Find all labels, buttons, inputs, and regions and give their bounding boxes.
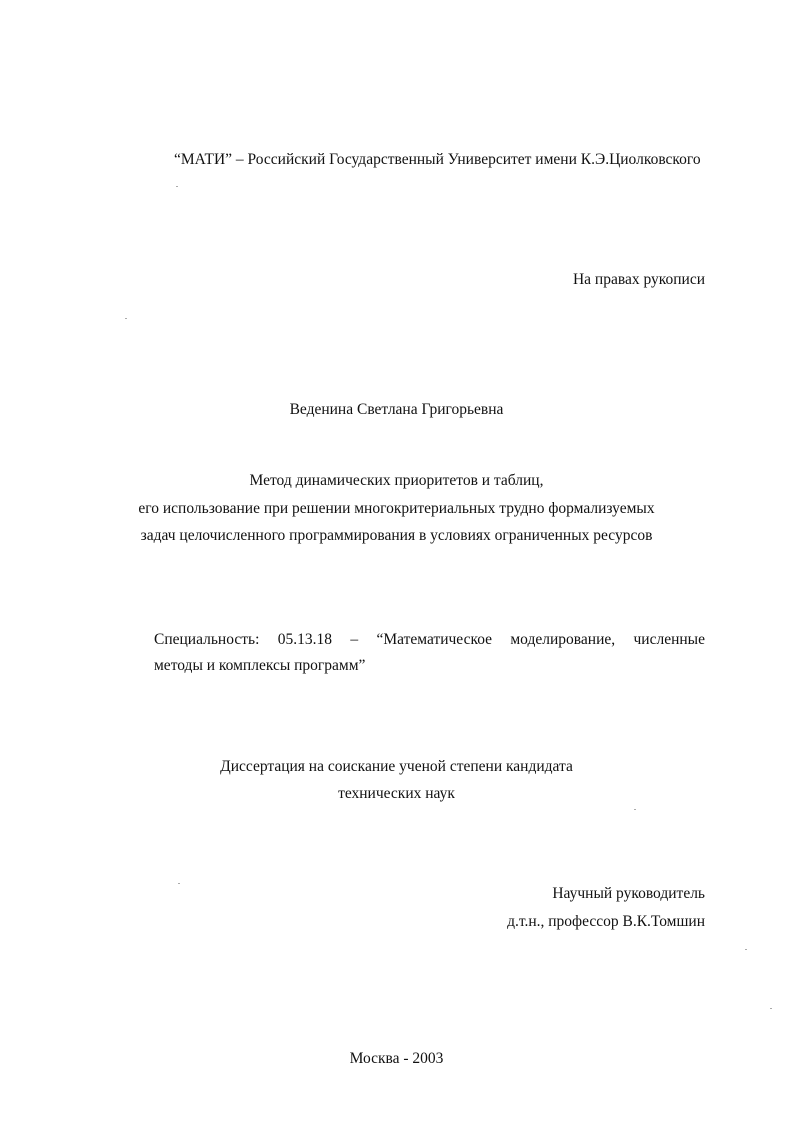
- specialty-block: [154, 627, 705, 679]
- specialty-word-3: численные: [633, 631, 705, 648]
- specialty-word-2: моделирование,: [510, 631, 616, 648]
- place-and-year: Москва - 2003: [349, 1050, 444, 1067]
- supervisor-title: Научный руководитель: [552, 885, 705, 902]
- author-name: Веденина Светлана Григорьевна: [289, 401, 504, 418]
- dissertation-line-2: технических наук: [338, 785, 455, 802]
- rights-note: На правах рукописи: [572, 271, 705, 288]
- scan-speck: [125, 318, 127, 319]
- scan-speck: [178, 883, 180, 884]
- thesis-title-line-3: задач целочисленного программирования в условиях ограниченных ресурсов: [140, 527, 653, 544]
- specialty-continuation: методы и комплексы программ”: [154, 657, 366, 674]
- specialty-word-1: “Математическое: [376, 631, 493, 648]
- dissertation-line-1: Диссертация на соискание ученой степени кандидата: [220, 758, 573, 775]
- supervisor-name: д.т.н., профессор В.К.Томшин: [507, 913, 705, 930]
- scan-speck: [176, 186, 178, 187]
- specialty-dash: –: [350, 631, 359, 648]
- scan-speck: [770, 1008, 772, 1009]
- thesis-title-line-1: Метод динамических приоритетов и таблиц,: [249, 472, 544, 489]
- institution-name: “МАТИ” – Российский Государственный Университет имени К.Э.Циолковского: [174, 151, 701, 168]
- specialty-code: 05.13.18: [277, 631, 332, 648]
- scan-speck: [634, 809, 636, 810]
- specialty-label: Специальность:: [154, 631, 260, 648]
- thesis-title-line-2: его использование при решении многокритериальных трудно формализуемых: [138, 500, 655, 517]
- specialty-first-line: [154, 627, 705, 653]
- scan-speck: [745, 949, 747, 950]
